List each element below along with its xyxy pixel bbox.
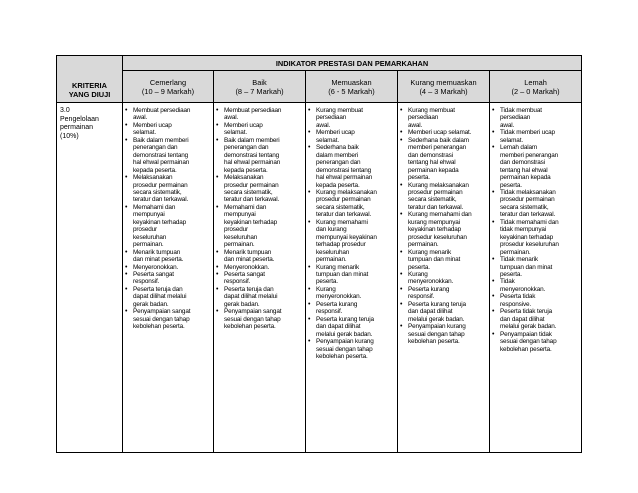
descriptor-item: • Tidak memberi ucap selamat.	[492, 129, 579, 144]
descriptor-item: • Memahami dan mempunyai keyakinan terhadap prosedur keseluruhan permainan.	[216, 204, 303, 249]
descriptor-item: • Membuat persediaan awal.	[125, 107, 211, 122]
level-range: (6 - 5 Markah)	[328, 86, 375, 96]
descriptor-item: • Sederhana baik dalam memberi penerangan dan demonstrasi tentang hal ehwal permainan kepada peserta.	[308, 144, 395, 189]
descriptor-item: • Peserta kurang teruja dan dapat dilihat melalui gerak badan.	[400, 301, 487, 323]
descriptor-item: • Baik dalam memberi penerangan dan demonstrasi tentang hal ehwal permainan kepada peserta.	[216, 137, 303, 174]
descriptor-item: • Peserta teruja dan dapat dilihat melalui gerak badan.	[216, 286, 303, 308]
descriptor-list	[123, 103, 213, 331]
level-header-row	[57, 71, 582, 103]
descriptor-item: • Memberi ucap selamat.	[125, 122, 211, 137]
descriptor-item: • Kurang memahami dan kurang mempunyai keyakinan terhadap prosedur keseluruhan permainan.	[400, 211, 487, 248]
descriptor-item: • Peserta sangat responsif.	[125, 271, 211, 286]
descriptor-item: • Kurang membuat persediaan awal.	[400, 107, 487, 129]
descriptor-item: • Menarik tumpuan dan minat peserta.	[216, 249, 303, 264]
descriptor-cell-baik	[214, 103, 306, 453]
descriptor-item: • Penyampaian kurang sesuai dengan tahap kebolehan peserta.	[400, 323, 487, 345]
level-range: (4 – 3 Markah)	[419, 86, 468, 96]
descriptor-item: • Penyampaian sangat sesuai dengan tahap kebolehan peserta.	[125, 308, 211, 330]
criterion-name-line-1: Pengelolaan	[60, 115, 99, 123]
descriptor-item: • Membuat persediaan awal.	[216, 107, 303, 122]
descriptor-item: • Kurang menyeronokkan.	[308, 286, 395, 301]
rubric-table	[56, 55, 582, 453]
descriptor-item: • Melaksanakan prosedur permainan secara sistematik, teratur dan terkawal.	[216, 174, 303, 204]
descriptor-item: • Kurang menarik tumpuan dan minat peserta.	[400, 249, 487, 271]
descriptor-item: • Penyampaian kurang sesuai dengan tahap kebolehan peserta.	[308, 338, 395, 360]
descriptor-item: • Peserta tidak teruja dan dapat dilihat melalui gerak badan.	[492, 308, 579, 330]
indicator-group-header: INDIKATOR PRESTASI DAN PEMARKAHAN	[123, 56, 582, 71]
level-name: Baik	[252, 77, 267, 87]
descriptor-list	[490, 103, 581, 353]
criterion-weight: (10%)	[60, 132, 79, 140]
descriptor-item: • Tidak menyeronokkan.	[492, 278, 579, 293]
level-name: Kurang memuaskan	[410, 77, 477, 87]
descriptor-item: • Tidak membuat persediaan awal.	[492, 107, 579, 129]
descriptor-item: • Tidak memahami dan tidak mempunyai keyakinan terhadap prosedur keseluruhan permainan.	[492, 219, 579, 256]
descriptor-item: • Penyampaian sangat sesuai dengan tahap kebolehan peserta.	[216, 308, 303, 330]
descriptor-cell-kurang-memuaskan	[398, 103, 490, 453]
level-header-kurang-memuaskan	[398, 71, 490, 103]
descriptor-cell-memuaskan	[306, 103, 398, 453]
descriptor-item: • Memberi ucap selamat.	[216, 122, 303, 137]
descriptor-item: • Memahami dan mempunyai keyakinan terhadap prosedur keseluruhan permainan.	[125, 204, 211, 249]
level-range: (8 – 7 Markah)	[235, 86, 284, 96]
descriptor-item: • Peserta kurang responsif.	[308, 301, 395, 316]
descriptor-item: • Melaksanakan prosedur permainan secara sistematik, teratur dan terkawal.	[125, 174, 211, 204]
level-range: (2 – 0 Markah)	[511, 86, 560, 96]
level-header-cemerlang	[123, 71, 214, 103]
descriptor-item: • Kurang melaksanakan prosedur permainan secara sistematik, teratur dan terkawal.	[308, 189, 395, 219]
level-name: Lemah	[524, 77, 547, 87]
level-range: (10 – 9 Markah)	[141, 86, 195, 96]
header-row	[57, 56, 582, 71]
level-name: Memuaskan	[331, 77, 372, 87]
descriptor-item: • Peserta sangat responsif.	[216, 271, 303, 286]
level-header-memuaskan	[306, 71, 398, 103]
descriptor-item: • Lemah dalam memberi penerangan dan demonstrasi tentang hal ehwal permainan kepada peserta.	[492, 144, 579, 189]
descriptor-item: • Menarik tumpuan dan minat peserta.	[125, 249, 211, 264]
descriptor-item: • Memberi ucap selamat.	[400, 129, 487, 136]
level-header-lemah	[490, 71, 582, 103]
criterion-row	[57, 103, 582, 453]
descriptor-cell-cemerlang	[123, 103, 214, 453]
descriptor-item: • Kurang memahami dan kurang mempunyai keyakinan terhadap prosedur keseluruhan permainan.	[308, 219, 395, 264]
descriptor-cell-lemah	[490, 103, 582, 453]
descriptor-item: • Peserta tidak responsive.	[492, 293, 579, 308]
criteria-header: KRITERIA YANG DIUJI	[57, 56, 123, 103]
descriptor-item: • Kurang menyeronokkan.	[400, 271, 487, 286]
descriptor-item: • Kurang membuat persediaan awal.	[308, 107, 395, 129]
descriptor-item: • Kurang menarik tumpuan dan minat peserta.	[308, 264, 395, 286]
descriptor-list	[306, 103, 397, 360]
level-name: Cemerlang	[149, 77, 187, 87]
criterion-number: 3.0	[60, 107, 70, 114]
descriptor-item: • Sederhana baik dalam memberi penerangan dan demonstrasi tentang hal ehwal permainan kepada peserta.	[400, 137, 487, 182]
descriptor-item: • Peserta kurang teruja dan dapat dilihat melalui gerak badan.	[308, 316, 395, 338]
criterion-cell	[57, 103, 123, 453]
descriptor-item: • Penyampaian tidak sesuai dengan tahap kebolehan peserta.	[492, 331, 579, 353]
level-header-baik	[214, 71, 306, 103]
descriptor-item: • Menyeronokkan.	[125, 264, 211, 271]
descriptor-item: • Peserta teruja dan dapat dilihat melalui gerak badan.	[125, 286, 211, 308]
descriptor-item: • Memberi ucap selamat.	[308, 129, 395, 144]
criterion-name-line-2: permainan	[60, 124, 94, 132]
descriptor-item: • Tidak melaksanakan prosedur permainan secara sistematik, teratur dan terkawal.	[492, 189, 579, 219]
descriptor-item: • Baik dalam memberi penerangan dan demonstrasi tentang hal ehwal permainan kepada peserta.	[125, 137, 211, 174]
descriptor-list	[398, 103, 489, 346]
descriptor-item: • Tidak menarik tumpuan dan minat peserta.	[492, 256, 579, 278]
descriptor-list	[214, 103, 305, 331]
descriptor-item: • Kurang melaksanakan prosedur permainan secara sistematik, teratur dan terkawal.	[400, 182, 487, 212]
descriptor-item: • Menyeronokkan.	[216, 264, 303, 271]
descriptor-item: • Peserta kurang responsif.	[400, 286, 487, 301]
